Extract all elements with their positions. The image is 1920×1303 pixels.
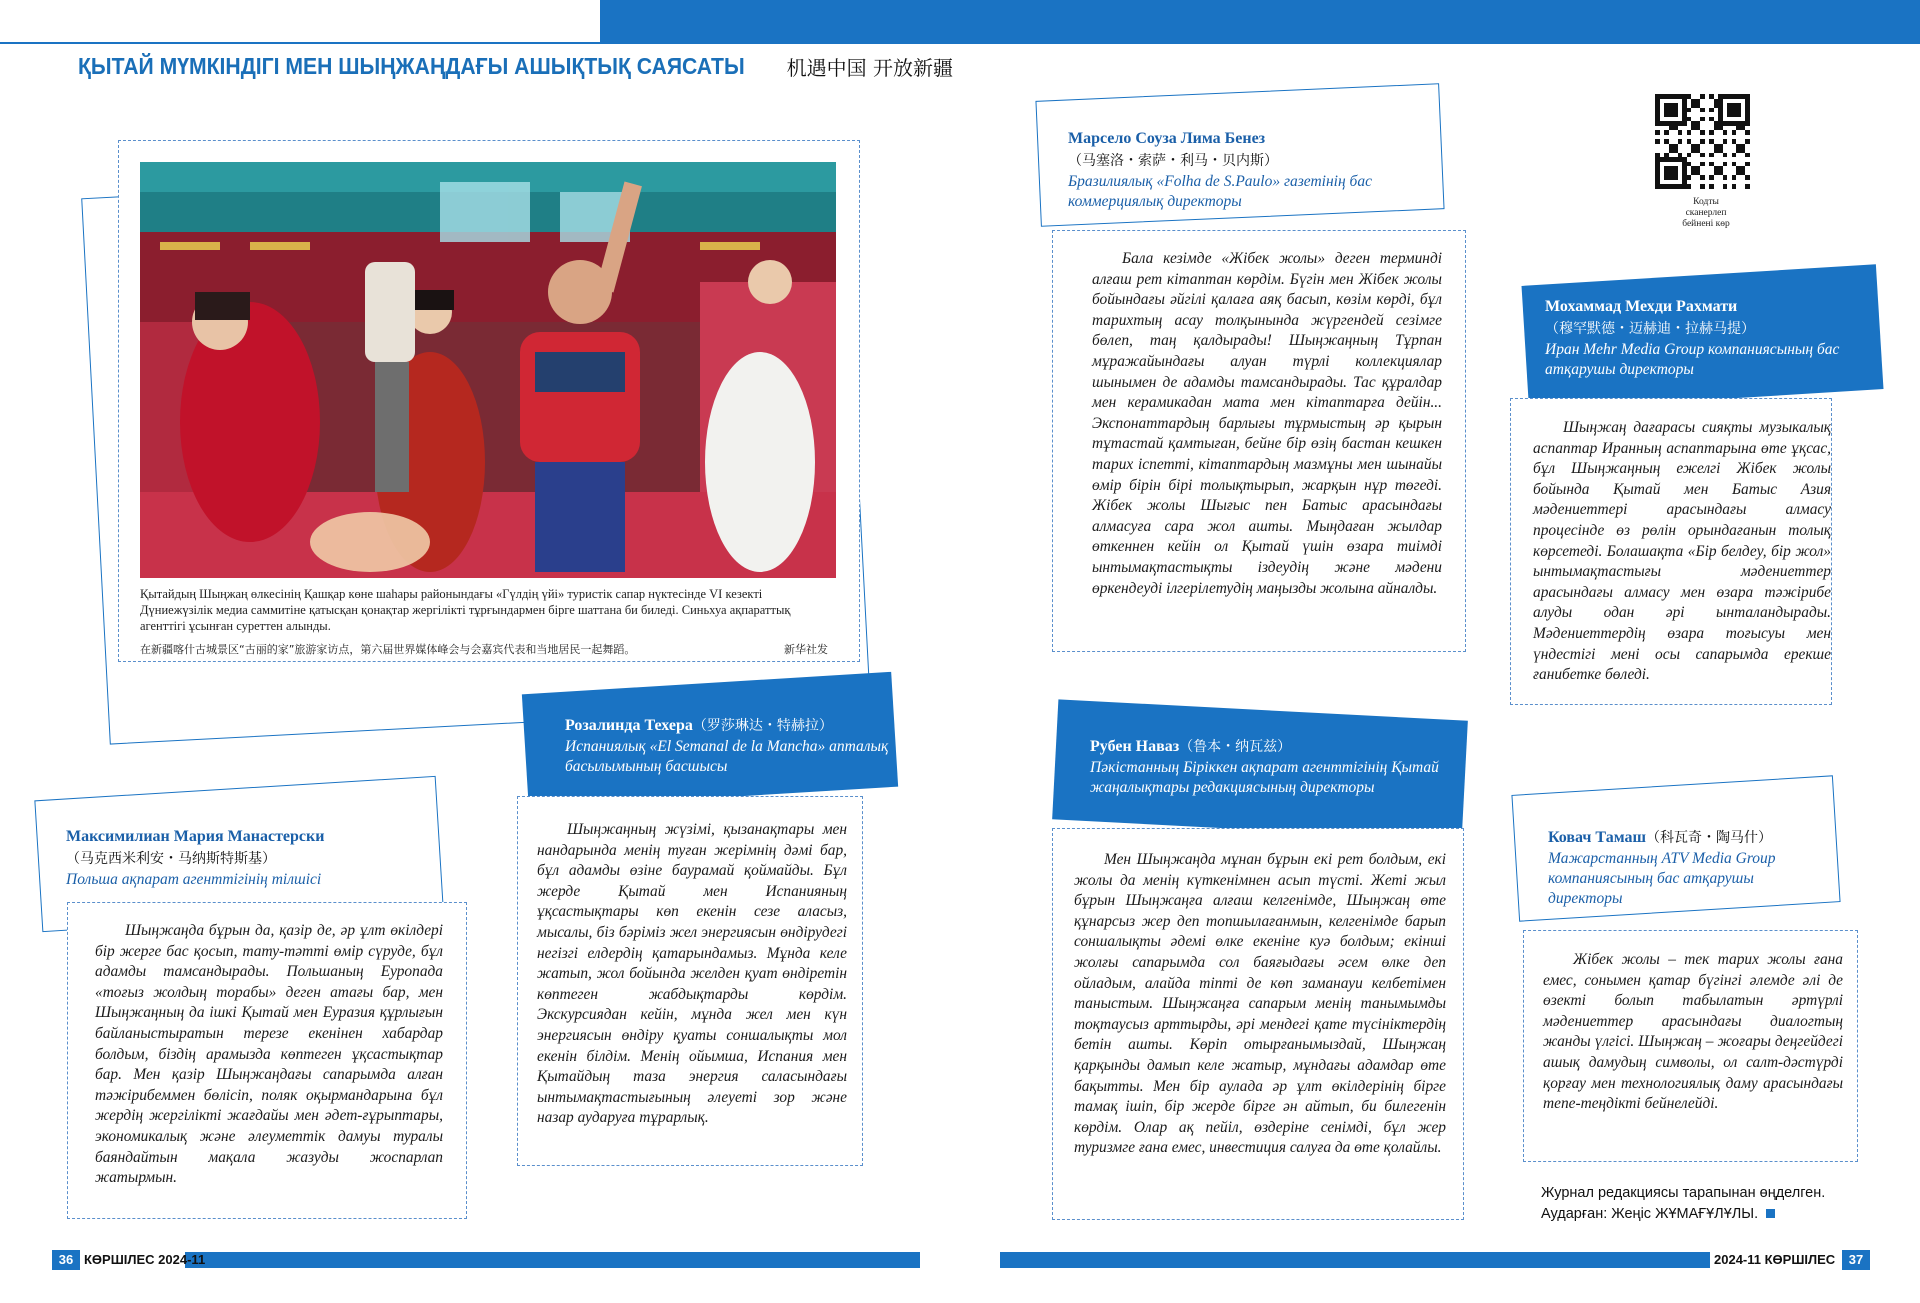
kovach-name-kz: Ковач Тамаш xyxy=(1548,829,1646,846)
footer-bar-left xyxy=(185,1252,920,1268)
qr-block[interactable] xyxy=(1655,94,1757,230)
footer-bar-right xyxy=(1000,1252,1710,1268)
page-title-zh: 机遇中国 开放新疆 xyxy=(786,55,953,80)
qr-code[interactable] xyxy=(1655,94,1757,189)
mohammad-quote-text: Шыңжаң дағарасы сияқты музыкалық аспаптар Иранның аспаптарына өте ұқсас, бұл Шыңжаңның ежелгі Жібек жолы бойында Қытай мен Батыс Азия мәдениеттері арасындағы алмасу процесінде өз рөлін орындағанын толық көрсетеді. Болашақта «Бір белдеу, бір жол» ынтымақтастығы мәдениеттер арасындағы алмасу мен өзара тәжірибе алуды одан әрі ынталандырады. Мәдениеттердің өзара тоғысуы мен үндестігі мені осы сапарымда ерекше ғанибетке бөледі. xyxy=(1533,419,1831,684)
photo-caption: Қытайдың Шыңжаң өлкесінің Қашқар көне шаһары районындағы «Гүлдің үйі» туристік сапар нүктесінде VI кезекті Дүниежүзілік медиа саммитіне қатысқан қонақтар жергілікті тұрғындармен бірге шаттана би биледі. Синьхуа ақпараттық агенттігі ұсынған суреттен алынды. xyxy=(140,587,791,633)
headline xyxy=(78,46,953,86)
rosalinda-role: Испаниялық «El Semanal de la Mancha» апталық басылымының басшысы xyxy=(565,738,889,775)
maksimilian-role: Польша ақпарат агенттігінің тілшісі xyxy=(66,871,322,888)
mohammad-name: Мохаммад Мехди Рахмати xyxy=(1545,298,1738,315)
credits-edited: Журнал редакциясы тарапынан өңделген. xyxy=(1541,1185,1826,1201)
footer-magazine-right: 2024-11 КӨРШІЛЕС xyxy=(1714,1252,1836,1267)
ruben-role: Пәкістанның Біріккен ақпарат агенттігінің Қытай жаңалықтары редакциясының директоры xyxy=(1090,759,1439,796)
marcelo-quote-text: Бала кезімде «Жібек жолы» деген терминді алғаш рет кітаптан көрдім. Бүгін мен Жібек жолы бойындағы әйгілі қалаға аяқ басып, көзім көрді, бұл тарихтың асау толқынында жүргендей сезімге бөлеп, таң қалдырады! Шыңжаңның Тұрпан мұражайындағы алуан түрлі коллекциялар шынымен де адамды тамсандырады. Тас құралдар мен керамикадан мата мен кітаптарға дейін... Экспонаттардың барлығы тұрмыстың әр қырын тұтастай қамтыған, бейне бір өзің бастан кешкен тарих іспетті, кітаптардың мазмұны мен шынайы өмір бірін бірі толықтырып, жарқын нұр төгеді. Жібек жолы Шығыс пен Батыс арасындағы алмасуға сара жол ашты. Мыңдаған жылдар өткеннен кейін ол Қытай үшін өзара тиімді ынтымақтастықты іздеудің және мәдени өркендеуді ілгерілетудің маңызды жолына айналды. xyxy=(1092,250,1442,597)
kovach-role: Мажарстанның ATV Media Group компаниясының бас атқарушы директоры xyxy=(1548,850,1776,907)
dance-photo-illustration xyxy=(140,162,836,578)
dance-photo xyxy=(140,162,836,578)
photo-credit: 新华社发 xyxy=(784,643,828,656)
marcelo-role: Бразилиялық «Folha de S.Paulo» газетінің бас коммерциялық директоры xyxy=(1068,173,1372,210)
page-number-right: 37 xyxy=(1842,1250,1870,1270)
rosalinda-header xyxy=(565,715,905,777)
maksimilian-name-zh: （马克西米利安・马纳斯特斯基） xyxy=(66,851,276,867)
qr-module xyxy=(1745,184,1750,189)
footer-magazine-left: КӨРШІЛЕС 2024-11 xyxy=(84,1252,206,1267)
qr-label: Кодты сканерлеп бейнені көр xyxy=(1682,196,1730,229)
mohammad-name-zh: （穆罕默德・迈赫迪・拉赫马提） xyxy=(1545,321,1755,337)
marcelo-name: Марсело Соуза Лима Бенез xyxy=(1068,130,1266,147)
mohammad-quote xyxy=(1533,418,1831,686)
ruben-name-zh: （鲁本・纳瓦兹） xyxy=(1179,739,1292,755)
credits-translator-row xyxy=(1541,1204,1881,1225)
photo-caption-zh xyxy=(140,641,836,657)
header-bar xyxy=(600,0,1920,42)
ruben-name-kz: Рубен Наваз xyxy=(1090,738,1180,755)
marcelo-quote xyxy=(1092,249,1442,599)
maksimilian-header xyxy=(66,828,436,890)
photo-caption-zh-text: 在新疆喀什古城景区“古丽的家”旅游家访点，第六届世界媒体峰会与会嘉宾代表和当地居民一起舞蹈。 xyxy=(140,643,636,656)
rosalinda-quote-text: Шыңжаңның жүзімі, қызанақтары мен нандарында менің туған жерімнің дәмі бар, бұл адамды өзіне баурамай қоймайды. Бұл жерде Қытай мен Испанияның ұқсастықтары көп екенін сезе аласыз, мысалы, біз бәріміз жел энергиясын өндірудегі негізгі елдердің қатарындамыз. Мұнда келе жатып, жол бойында желден қуат өндіретін көптеген жабдықтарды көрдім. Экскурсиядан кейін, мұнда жел мен күн энергиясын өндіру қуаты соншалықты мол екенін білдім. Менің ойымша, Испания мен Қытайдың таза энергия саласындағы ынтымақтастығының әлеуеті зор және назар аударуға тұрарлық. xyxy=(537,821,847,1127)
header-rule xyxy=(0,42,1920,44)
kovach-name xyxy=(1548,827,1828,847)
kovach-quote-text: Жібек жолы – тек тарих жолы ғана емес, сонымен қатар бүгінгі әлемде әлі де өзекті болып табылатын әртүрлі мәдениеттер арасындағы диалогтың жанды үлгісі. Шыңжаң – жоғары деңгейдегі ашық дамудың символы, ол салт-дәстүрді қорғау мен технологиялық даму арасындағы тепе-теңдікті бейнелейді. xyxy=(1543,951,1843,1113)
ruben-header xyxy=(1090,736,1450,798)
mohammad-header xyxy=(1545,298,1875,380)
marcelo-header xyxy=(1068,130,1438,212)
ruben-quote xyxy=(1074,850,1446,1159)
kovach-header xyxy=(1548,827,1828,909)
credits xyxy=(1541,1183,1881,1225)
maksimilian-name: Максимилиан Мария Манастерски xyxy=(66,828,325,845)
end-mark-icon xyxy=(1766,1209,1775,1218)
page-number-left: 36 xyxy=(52,1250,80,1270)
ruben-name xyxy=(1090,736,1450,756)
kovach-quote xyxy=(1543,950,1843,1115)
mohammad-role: Иран Mehr Media Group компаниясының бас атқарушы директоры xyxy=(1545,341,1840,378)
rosalinda-name-kz: Розалинда Техера xyxy=(565,717,693,734)
rosalinda-quote xyxy=(537,820,847,1129)
page-title: ҚЫТАЙ МҮМКІНДІГІ МЕН ШЫҢЖАҢДАҒЫ АШЫҚТЫҚ САЯСАТЫ xyxy=(78,52,745,79)
maksimilian-quote xyxy=(95,921,443,1189)
maksimilian-quote-text: Шыңжаңда бұрын да, қазір де, әр ұлт өкілдері бір жерге бас қосып, тату-тәтті өмір сүруде, бұл адамды тамсандырады. Польшаның Еуропада «тоғыз жолдың торабы» деген атағы бар, мен Шыңжаңның да ішкі Қытай мен Еуразия құрлығын байланыстыратын терезе екенінен хабардар болдым, біздің арамызда көптеген ұқсастықтар бар. Мен қазір Шыңжаңдағы сапарымда алған тәжірибеммен бөлісіп, поляк оқырмандарына бұл жердің жергілікті жағдайы мен әдет-ғұрыптары, экономикалық және әлеуметтік дамуы туралы баяндайтын мақала жазуды жоспарлап жатырмын. xyxy=(95,922,443,1187)
rosalinda-name-zh: （罗莎琳达・特赫拉） xyxy=(692,718,833,734)
credits-translator: Аударған: Жеңіс ЖҰМАҒҰЛҰЛЫ. xyxy=(1541,1206,1759,1222)
rosalinda-name xyxy=(565,715,905,735)
marcelo-name-zh: （马塞洛・索萨・利马・贝内斯） xyxy=(1068,153,1278,169)
ruben-quote-text: Мен Шыңжаңда мұнан бұрын екі рет болдым, екі жолы да менің күткенімнен асып түсті. Жеті жыл бұрын Шыңжаңға алғаш келгенімде, Шыңжаң өте құнарсыз жер деп топшылағанмын, келгенімде барып соншалықты әдемі өлке екеніне куә болдым; екінші жолғы сапарымда сол баяғыдағы әсем өлке деп ойладым, алайда тіпті де көп заманауи келбетімен таныстым. Шыңжаңға сапарым менің танымымды тоқтаусыз арттырды, әрі мендегі қате түсініктердің бетін ашты. Көріп отырғанымыздай, Шыңжаң қарқынды дамып келе жатыр, мұндағы адамдар өте бақытты. Мен бір аулада әр ұлт өкілдерінің бірге тамақ ішіп, бір жерде бірге ән айтып, би билегенін көрдім. Олар ақ пейіл, өздеріне сенімді, бұл жер туризмге ғана емес, инвестиция салуға да өте қолайлы. xyxy=(1074,851,1446,1157)
kovach-name-zh: （科瓦奇・陶马什） xyxy=(1646,830,1772,846)
